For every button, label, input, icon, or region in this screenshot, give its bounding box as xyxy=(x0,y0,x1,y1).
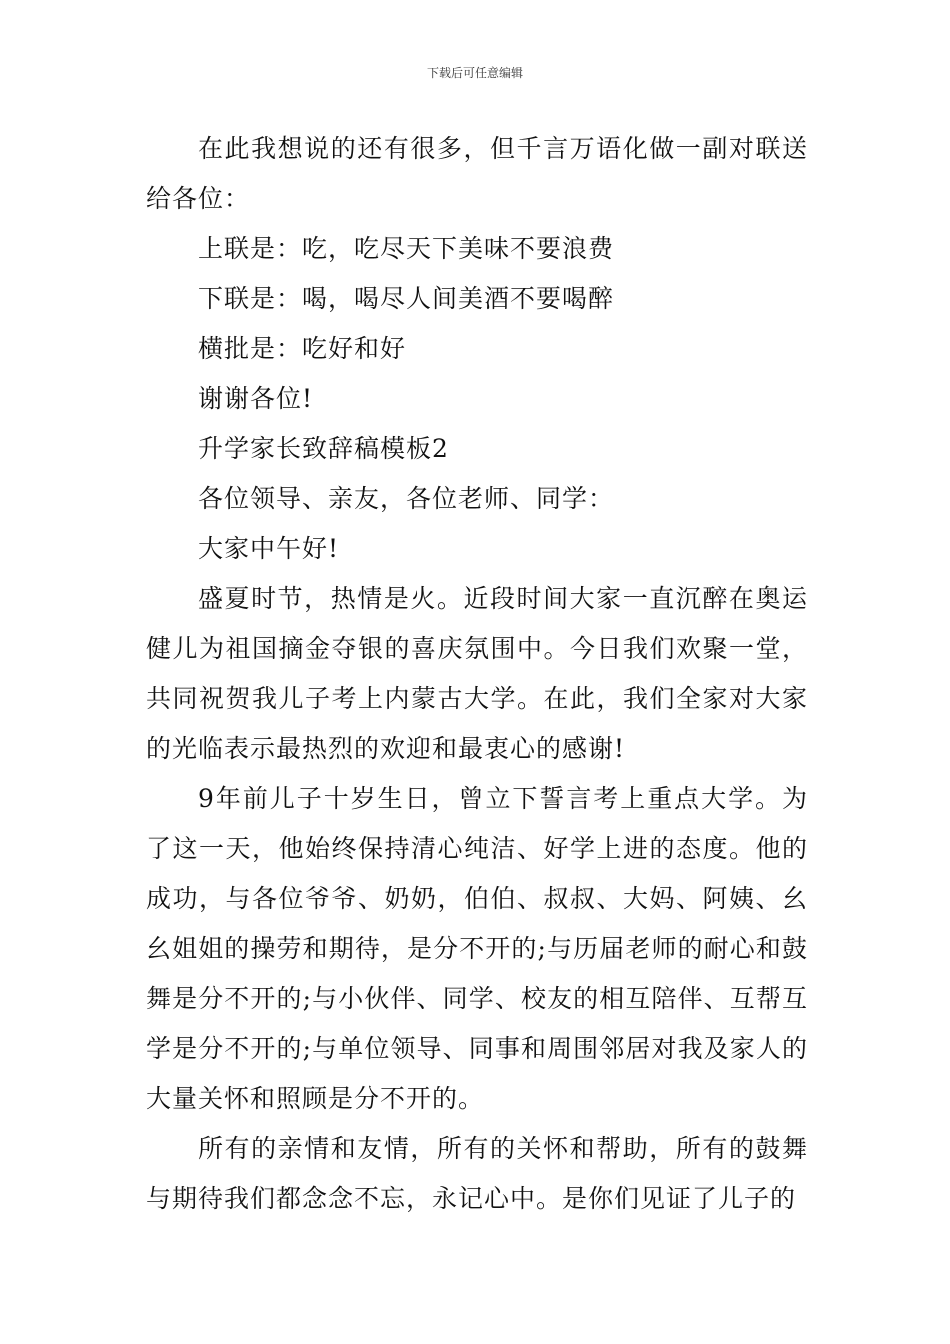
paragraph: 各位领导、亲友，各位老师、同学： xyxy=(198,484,615,513)
paragraph: 盛夏时节，热情是火。近段时间大家一直沉醉在奥运健儿为祖国摘金夺银的喜庆氛围中。今日我们欢聚一堂，共同祝贺我儿子考上内蒙古大学。在此，我们全家对大家的光临表示最热烈的欢迎和最衷心的感谢! xyxy=(146,584,808,763)
paragraph: 横批是：吃好和好 xyxy=(198,334,407,363)
paragraph: 下联是：喝，喝尽人间美酒不要喝醉 xyxy=(198,284,615,313)
document-body xyxy=(146,124,808,1224)
paragraph: 大家中午好! xyxy=(198,534,340,563)
page-header: 下载后可任意编辑 xyxy=(426,66,523,80)
paragraph: 所有的亲情和友情，所有的关怀和帮助，所有的鼓舞与期待我们都念念不忘，永记心中。是你们见证了儿子的 xyxy=(146,1134,808,1213)
paragraph: 在此我想说的还有很多，但千言万语化做一副对联送给各位： xyxy=(146,134,808,213)
paragraph: 9年前儿子十岁生日，曾立下誓言考上重点大学。为了这一天，他始终保持清心纯洁、好学上进的态度。他的成功，与各位爷爷、奶奶，伯伯、叔叔、大妈、阿姨、幺幺姐姐的操劳和期待，是分不开的;与历届老师的耐心和鼓舞是分不开的;与小伙伴、同学、校友的相互陪伴、互帮互学是分不开的;与单位领导、同事和周围邻居对我及家人的大量关怀和照顾是分不开的。 xyxy=(146,784,808,1113)
paragraph: 谢谢各位! xyxy=(198,384,314,413)
section-title: 升学家长致辞稿模板2 xyxy=(198,434,449,463)
paragraph: 上联是：吃，吃尽天下美味不要浪费 xyxy=(198,234,615,263)
